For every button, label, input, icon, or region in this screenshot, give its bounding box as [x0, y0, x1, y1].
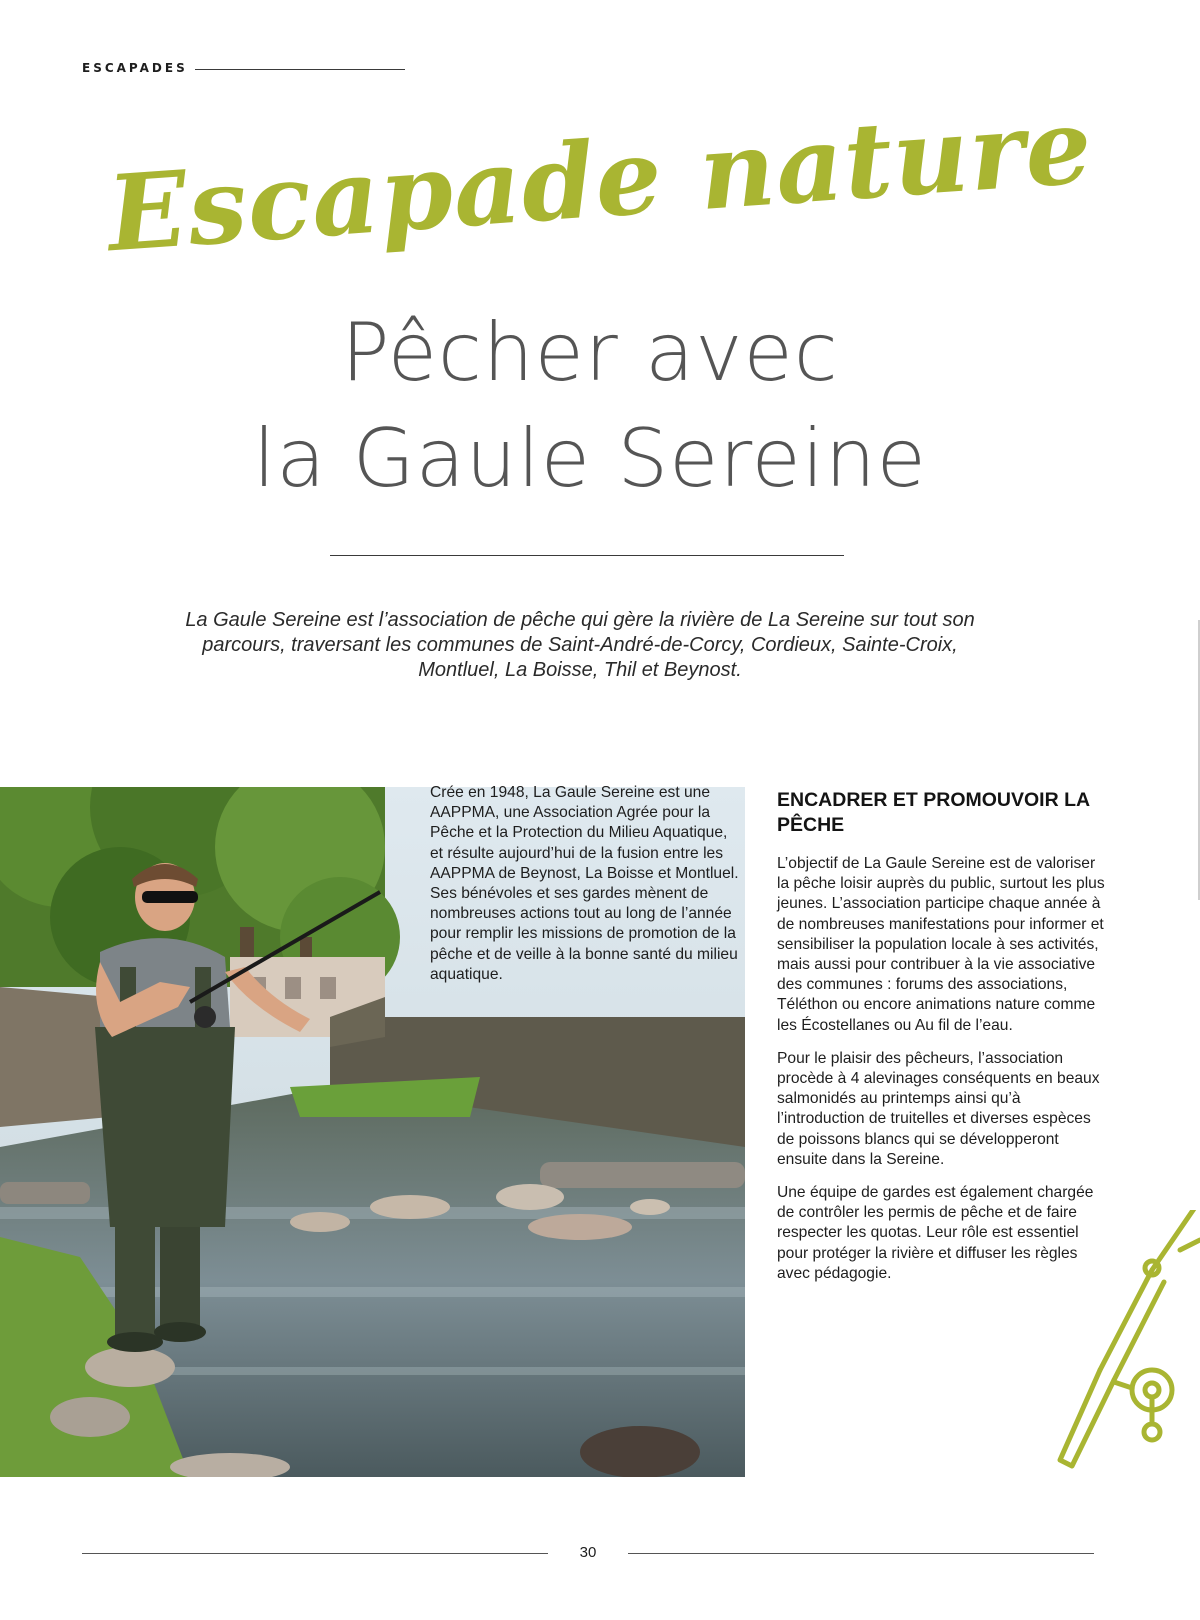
page-title-line-1: Pêcher avec — [341, 306, 839, 399]
footer-rule-right — [628, 1553, 1094, 1554]
column-two-paragraph-3: Une équipe de gardes est également chargée de contrôler les permis de pêche et de faire respecter les quotas. Leur rôle est essentiel pour protéger la rivière et diffuser les règles avec pédagogie. — [777, 1184, 1094, 1282]
section-tag-rule — [195, 69, 405, 70]
column-one-text: Crée en 1948, La Gaule Sereine est une AAPPMA, une Association Agrée pour la Pêche et la Protection du Milieu Aquatique, et résulte aujourd’hui de la fusion entre les AAPPMA de Beynost, La Boisse et Montluel. Ses bénévoles et ses gardes mènent de nombreuses actions tout au long de l’année pour remplir les missions de promotion de la pêche et de veille à la bonne santé du milieu aquatique. — [430, 784, 739, 983]
lead-paragraph: La Gaule Sereine est l’association de pêche qui gère la rivière de La Sereine sur tout son parcours, traversant les communes de Saint-André-de-Corcy, Cordieux, Sainte-Croix, Montluel, La Boisse, Thil et Beynost. — [185, 609, 975, 681]
title-rule — [330, 555, 844, 556]
script-title: Escapade nature — [103, 83, 1097, 276]
fishing-rod-icon — [1040, 1210, 1200, 1480]
section-heading: ENCADRER ET PROMOUVOIR LA PÊCHE — [777, 789, 1090, 836]
column-two-paragraph-2: Pour le plaisir des pêcheurs, l’association procède à 4 alevinages conséquents en beaux salmonidés au printemps ainsi qu’à l’introduction de truitelles et diverses espèces de poissons blancs qui se développeront ensuite dans la Sereine. — [777, 1049, 1100, 1168]
page-number: 30 — [579, 1544, 597, 1561]
page-title — [0, 300, 1180, 512]
page-title-line-2: la Gaule Sereine — [253, 412, 927, 505]
column-one — [430, 783, 740, 985]
footer-rule-left — [82, 1553, 548, 1554]
section-tag: ESCAPADES — [82, 61, 188, 75]
column-two-paragraph-1: L’objectif de La Gaule Sereine est de valoriser la pêche loisir auprès du public, surtout les plus jeunes. L’association participe chaque année à de nombreuses manifestations pour informer et sensibiliser la population locale à ses activités, mais aussi pour contribuer à la vie associative des communes : forums des associations, Téléthon ou encore animations nature comme les Écostellanes ou Au fil de l’eau. — [777, 855, 1105, 1034]
